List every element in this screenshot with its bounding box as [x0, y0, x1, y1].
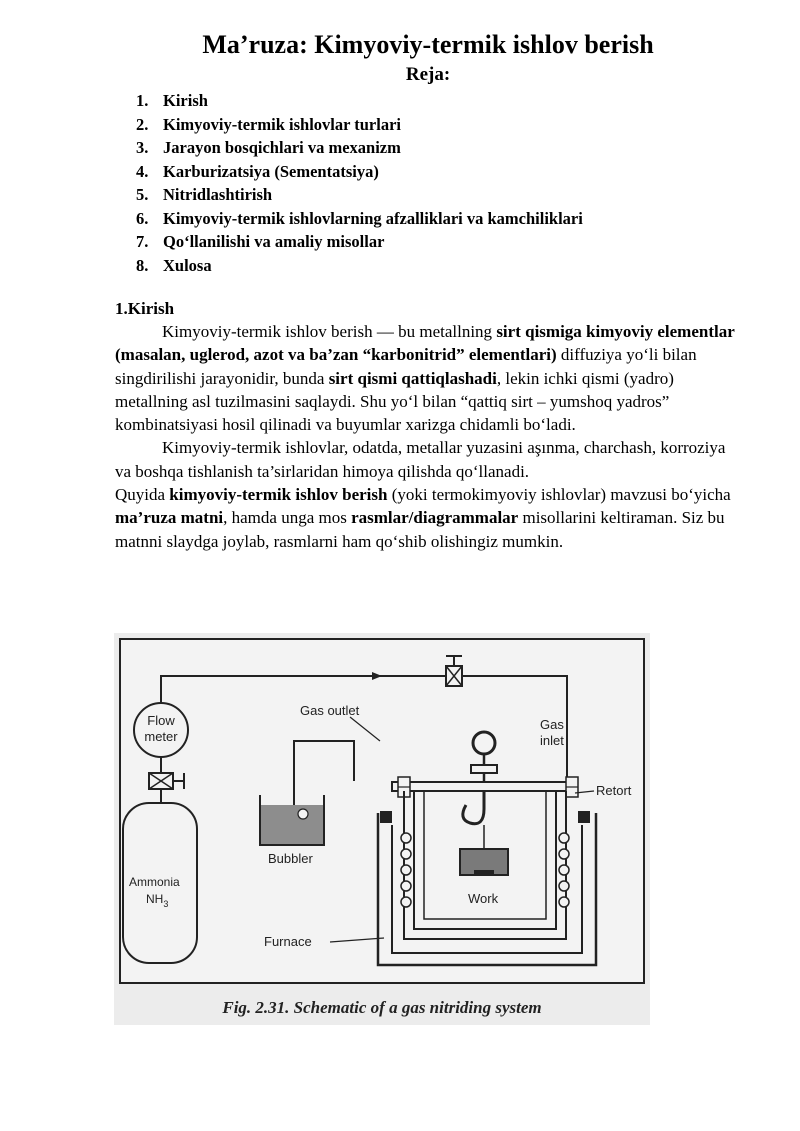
- outline-item: 2. Kimyoviy-termik ishlovlar turlari: [136, 114, 402, 134]
- nitriding-schematic: [114, 633, 650, 1025]
- paragraph-usage: Kimyoviy-termik ishlovlar, odatda, metallar yuzasini aşınma, charchash, korroziya va boshqa tishlanish ta’sirlaridan himoya qilishda qo‘llanadi.: [115, 438, 726, 481]
- paragraph-definition: Kimyoviy-termik ishlov berish — bu metallning sirt qismiga kimyoviy elementlar (masalan, uglerod, azot va ba’zan “karbonitrid” elementlari) diffuziya yo‘li bilan singdirilishi jarayonidir, bunda sirt qismi qattiqlashadi, lekin ichki qismi (yadro) metallning asl tuzilmasini saqlaydi. Shu yo‘l bilan “qattiq sirt – yumshoq yadros” kombinatsiyasi hosil qilinadi va buyumlar xarizga chidamli bo‘ladi.: [115, 322, 735, 435]
- svg-text:meter: meter: [144, 729, 178, 744]
- outline-heading: Reja:: [405, 64, 451, 85]
- svg-text:Furnace: Furnace: [264, 934, 312, 949]
- svg-text:Bubbler: Bubbler: [268, 851, 313, 866]
- paragraph-intro: Quyida kimyoviy-termik ishlov berish (yoki termokimyoviy ishlovlar) mavzusi bo‘yicha ma’ruza matni, hamda unga mos rasmlar/diagrammalar misollarini keltiraman. Siz bu matnni slaydga joylab, rasmlarni ham qo‘shib olishingiz mumkin.: [115, 485, 731, 551]
- svg-text:Work: Work: [468, 891, 499, 906]
- svg-text:NH3: $NH_3$: [146, 892, 169, 909]
- svg-text:inlet: inlet: [540, 733, 564, 748]
- outline-item: 6. Kimyoviy-termik ishlovlarning afzalliklari va kamchiliklari: [136, 208, 583, 228]
- outline-item: 3. Jarayon bosqichlari va mexanizm: [136, 138, 401, 157]
- svg-text:Gas outlet: Gas outlet: [300, 703, 360, 718]
- body-text: [115, 320, 745, 553]
- section-heading: 1.Kirish: [115, 299, 175, 318]
- retort-lid: [392, 782, 576, 791]
- outline-item: 7. Qo‘llanilishi va amaliy misollar: [136, 232, 385, 251]
- outline-item: 5. Nitridlashtirish: [136, 185, 273, 204]
- svg-text:Ammonia: Ammonia: [129, 875, 180, 889]
- svg-text:Retort: Retort: [596, 783, 632, 798]
- outline-list: [136, 89, 583, 277]
- outline-item: 8. Xulosa: [136, 255, 212, 275]
- nitriding-system-figure: [114, 633, 650, 1025]
- outline-item: 1. Kirish: [136, 91, 208, 110]
- document-title: Ma’ruza: Kimyoviy-termik ishlov berish: [202, 30, 654, 59]
- svg-text:Gas: Gas: [540, 717, 564, 732]
- bubbler-liquid: [261, 805, 323, 844]
- figure-caption: Fig. 2.31. Schematic of a gas nitriding system: [222, 998, 542, 1017]
- svg-text:Flow: Flow: [147, 713, 175, 728]
- outline-item: 4. Karburizatsiya (Sementatsiya): [136, 161, 379, 181]
